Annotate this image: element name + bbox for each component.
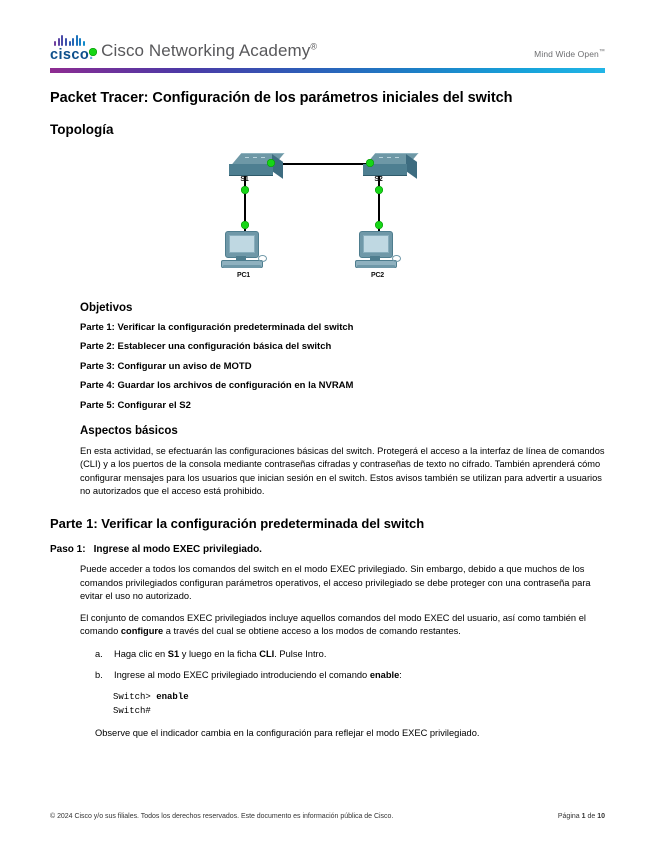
link-status-dot	[267, 159, 275, 167]
tagline-trademark-icon: ™	[598, 49, 605, 56]
step1-p2-pre: El conjunto de comandos EXEC privilegiados incluye aquellos comandos del modo EXEC del usuario, así como también el comando	[80, 612, 586, 637]
device-label-pc1: PC1	[236, 271, 251, 279]
step1-title: Ingrese al modo EXEC privilegiado.	[93, 544, 262, 556]
brand-lockup	[50, 35, 317, 63]
cli-command-enable: enable	[156, 691, 189, 702]
step1-paragraph-1: Puede acceder a todos los comandos del switch en el modo EXEC privilegiado. Sin embargo, debido a que muchos de los comandos privilegiados configuran parámetros operativos, el acceso privilegiado se debe proteger con una contraseña para evitar el uso no autorizado.	[80, 564, 591, 602]
command-configure: configure	[120, 626, 164, 637]
list-item	[95, 648, 605, 661]
device-ref-s1: S1	[167, 648, 180, 659]
link-status-dot	[366, 159, 374, 167]
list-item: Parte 5: Configurar el S2	[80, 399, 191, 411]
step1-heading	[50, 544, 605, 555]
page-total: 10	[597, 813, 605, 820]
item-a-pre: Haga clic en	[114, 648, 168, 659]
footer-copyright: © 2024 Cisco y/o sus filiales. Todos los derechos reservados. Este documento es información pública de Cisco.	[50, 813, 394, 820]
cisco-wordmark: cisco .	[50, 48, 89, 63]
item-a-mid: y luego en la ficha	[179, 648, 260, 659]
link-status-dot	[241, 186, 249, 194]
item-a-post: . Pulse Intro.	[274, 648, 327, 659]
link-status-dot	[375, 186, 383, 194]
topology-diagram	[50, 143, 605, 288]
item-b-post: :	[399, 670, 402, 681]
page-footer	[50, 813, 605, 820]
tab-ref-cli: CLI	[259, 648, 275, 659]
link-status-dot	[241, 221, 249, 229]
footer-page-number	[558, 813, 605, 820]
page-middle: de	[585, 813, 598, 820]
objectives-list	[50, 322, 605, 411]
header-gradient-rule	[50, 68, 605, 73]
topology-canvas	[213, 143, 443, 288]
step1-paragraph-3: Observe que el indicador cambia en la configuración para reflejar el modo EXEC privilegiado.	[95, 727, 480, 738]
list-item: Parte 3: Configurar un aviso de MOTD	[80, 360, 252, 372]
cisco-wordmark-dot: .	[89, 48, 97, 56]
list-item: Parte 4: Guardar los archivos de configuración en la NVRAM	[80, 380, 354, 392]
academy-trademark-icon: ®	[310, 41, 318, 52]
academy-title: Cisco Networking Academy®	[101, 41, 318, 60]
cli-prompt-user: Switch>	[113, 691, 157, 702]
cisco-tagline: Mind Wide Open™	[534, 49, 605, 59]
background-paragraph: En esta actividad, se efectuarán las configuraciones básicas del switch. Protegerá el acceso a la interfaz de línea de comandos (CLI) y a los puertos de la consola mediante contraseñas cifradas y contraseñas de texto no cifrado. También aprenderá cómo configurar mensajes para los usuarios que inician sesión en el switch. Estos avisos también se utilizan para advertir a usuarios no autorizados que el acceso está prohibido.	[80, 445, 605, 496]
list-item: Parte 1: Verificar la configuración predeterminada del switch	[80, 321, 354, 333]
link-s1-s2	[270, 163, 370, 165]
step1-paragraph-2	[80, 612, 605, 639]
cli-code-block	[50, 691, 605, 719]
page-current: 1	[581, 813, 586, 820]
cisco-logo	[50, 35, 94, 63]
part1-heading: Parte 1: Verificar la configuración predeterminada del switch	[50, 516, 425, 532]
pc1-icon	[221, 231, 267, 273]
pc2-icon	[355, 231, 401, 273]
page-prefix: Página	[557, 813, 582, 820]
topology-heading: Topología	[50, 121, 114, 137]
list-item: Parte 2: Establecer una configuración básica del switch	[80, 341, 332, 353]
link-status-dot	[375, 221, 383, 229]
objectives-heading: Objetivos	[80, 301, 133, 314]
device-label-s1: S1	[240, 175, 249, 183]
cli-prompt-privileged: Switch#	[113, 705, 151, 716]
device-label-s2: S2	[374, 175, 383, 183]
device-label-pc2: PC2	[370, 271, 385, 279]
item-b-pre: Ingrese al modo EXEC privilegiado introduciendo el comando	[114, 670, 370, 681]
page-title: Packet Tracer: Configuración de los parámetros iniciales del switch	[50, 90, 513, 106]
step1-label: Paso 1:	[50, 544, 86, 556]
background-heading: Aspectos básicos	[80, 424, 178, 437]
command-enable: enable	[369, 670, 400, 681]
step1-p2-post: a través del cual se obtiene acceso a los modos de comando restantes.	[163, 626, 461, 637]
page-header	[50, 0, 605, 62]
cisco-bridge-icon	[54, 35, 85, 46]
step1-substeps	[50, 648, 605, 683]
list-item	[95, 669, 605, 682]
